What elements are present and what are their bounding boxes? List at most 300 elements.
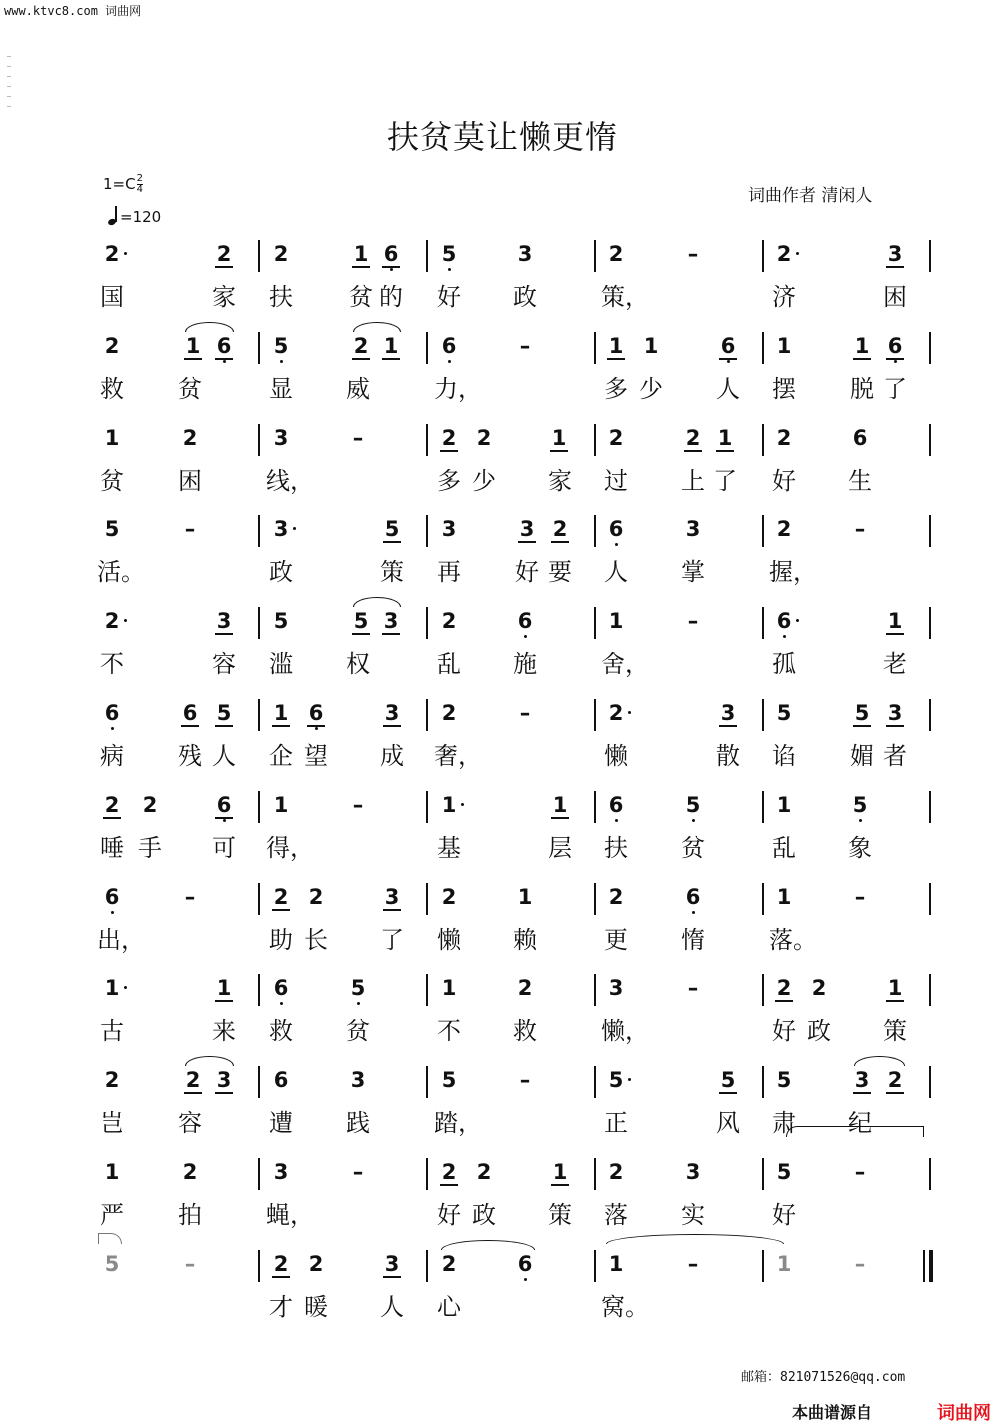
time-signature (137, 174, 143, 195)
note-digit: 6 (720, 333, 736, 358)
lyric-char: 懒 (604, 742, 628, 770)
eighth-underline (352, 358, 370, 360)
barline (762, 1066, 764, 1098)
note (348, 609, 374, 633)
note (436, 334, 462, 358)
note (882, 976, 908, 1000)
lower-octave-dot (223, 360, 226, 363)
sustain-dash (680, 1252, 706, 1276)
note (712, 426, 738, 450)
lyric-char: 懒， (601, 1017, 649, 1046)
slur (353, 597, 401, 607)
barline (762, 1158, 764, 1190)
note-digit: – (184, 1251, 196, 1276)
lyric-char: 政 (807, 1017, 831, 1046)
barline (929, 699, 931, 731)
note (436, 1160, 462, 1184)
eighth-underline (383, 909, 401, 911)
eighth-underline (215, 817, 233, 819)
note-digit: 1 (643, 333, 659, 358)
lyric-char: 国 (100, 283, 124, 311)
note-digit: 2 (776, 242, 792, 266)
note (680, 426, 706, 450)
note (436, 426, 462, 450)
sustain-dash (345, 1160, 371, 1184)
note-digit: 6 (685, 884, 701, 909)
margin-mark (7, 76, 11, 77)
lower-octave-dot (894, 360, 897, 363)
barline (258, 1250, 260, 1282)
lyric-char: 成 (380, 742, 404, 770)
sustain-dash (177, 1252, 203, 1276)
tie-start (786, 1126, 924, 1137)
note (268, 609, 294, 633)
note-digit: 2 (441, 1160, 457, 1184)
lower-octave-dot (692, 911, 695, 914)
lyric-char: 过 (604, 466, 628, 495)
margin-mark (7, 66, 11, 67)
sustain-dash (345, 426, 371, 450)
note (268, 793, 294, 817)
note-digit: 3 (854, 1068, 870, 1093)
note-digit: 1 (776, 884, 792, 909)
note-digit: 2 (476, 1160, 492, 1184)
note (137, 793, 163, 817)
note (436, 701, 462, 725)
lyric-char: 心 (437, 1292, 461, 1321)
note (771, 1068, 797, 1092)
lyric-char: 踏， (434, 1109, 482, 1138)
note-digit: 3 (887, 701, 903, 725)
margin-mark (7, 96, 11, 97)
note-digit: 6 (383, 242, 399, 266)
barline (762, 883, 764, 915)
lyric-char: 策 (883, 1017, 907, 1046)
lyric-char: 活。 (97, 558, 145, 587)
tie-end (98, 1233, 122, 1244)
margin-mark (7, 56, 11, 57)
note-digit: 3 (685, 517, 701, 542)
note (211, 242, 237, 266)
note (512, 242, 538, 266)
note-digit: 5 (776, 1160, 792, 1184)
eighth-underline (716, 450, 734, 452)
note-digit: – (519, 1068, 531, 1093)
source-label: 本曲谱源自 (792, 1403, 873, 1422)
note (771, 426, 797, 450)
note-digit: 2 (776, 425, 792, 450)
lyric-char: 风 (716, 1109, 740, 1138)
eighth-underline (886, 266, 904, 268)
note-digit: 2 (104, 333, 120, 358)
lyric-char: 纪 (848, 1109, 872, 1138)
note (680, 885, 706, 909)
augmentation-dot (796, 619, 799, 622)
lyric-char: 生 (848, 466, 872, 495)
note-digit: 3 (383, 609, 399, 634)
note-digit: – (854, 1251, 866, 1276)
note-digit: 5 (350, 976, 366, 1001)
note-digit: 6 (216, 792, 232, 817)
barline (929, 974, 931, 1006)
lyric-char: 好 (437, 283, 461, 311)
note (378, 242, 404, 266)
note-digit: 1 (517, 884, 533, 909)
lyric-char: 好 (772, 1017, 796, 1046)
note (771, 1252, 797, 1276)
note-digit: 2 (104, 792, 120, 817)
note (177, 426, 203, 450)
note-digit: 1 (776, 792, 792, 817)
margin-mark (7, 106, 11, 107)
sustain-dash (177, 885, 203, 909)
lyric-char: 政 (269, 558, 293, 587)
note (180, 1068, 206, 1092)
note (603, 426, 629, 450)
lyric-char: 握， (769, 558, 817, 587)
barline (594, 974, 596, 1006)
lyric-char: 威 (346, 374, 370, 403)
lyric-char: 上 (681, 466, 705, 495)
lyric-char: 窝。 (601, 1292, 649, 1321)
barline (258, 332, 260, 364)
lyric-char: 扶 (604, 833, 628, 862)
note-digit: 5 (384, 517, 400, 542)
slur (606, 1234, 784, 1244)
note (436, 242, 462, 266)
note-digit: 5 (720, 1068, 736, 1093)
eighth-underline (440, 450, 458, 452)
lyric-char: 容 (212, 650, 236, 679)
lyric-char: 贫 (681, 833, 705, 862)
slur (185, 322, 234, 332)
lower-octave-dot (615, 819, 618, 822)
sustain-dash (512, 334, 538, 358)
note-digit: 6 (273, 1068, 289, 1093)
barline (762, 791, 764, 823)
lyric-char: 人 (716, 374, 740, 403)
note-digit: 2 (776, 517, 792, 542)
lower-octave-dot (357, 1002, 360, 1005)
note (849, 334, 875, 358)
note (715, 1068, 741, 1092)
note-digit: 1 (608, 1251, 624, 1276)
note-digit: 3 (720, 701, 736, 725)
note-digit: – (184, 517, 196, 542)
note (882, 1068, 908, 1092)
eighth-underline (215, 266, 233, 268)
note-digit: 3 (273, 517, 289, 542)
note (268, 1160, 294, 1184)
eighth-underline (382, 358, 400, 360)
barline (929, 607, 931, 639)
note-digit: 1 (104, 1160, 120, 1184)
note-digit: 1 (776, 1251, 792, 1276)
note-digit: – (687, 1251, 699, 1276)
barline (594, 699, 596, 731)
note-digit: 2 (887, 1068, 903, 1093)
eighth-underline (272, 909, 290, 911)
note (603, 1252, 629, 1276)
lyric-char: 脱 (850, 374, 874, 403)
lyric-char: 了 (380, 925, 404, 954)
lower-octave-dot (315, 727, 318, 730)
barline (929, 240, 931, 272)
sustain-dash (680, 609, 706, 633)
barline (594, 1158, 596, 1190)
lyric-char: 古 (100, 1017, 124, 1046)
note (603, 701, 629, 725)
note-digit: 2 (104, 242, 120, 266)
note-digit: 2 (476, 425, 492, 450)
note-digit: 1 (776, 333, 792, 358)
note-digit: 1 (854, 333, 870, 358)
augmentation-dot (124, 986, 127, 989)
lyric-char: 策 (548, 1201, 572, 1229)
final-barline-thick (929, 1250, 933, 1282)
eighth-underline (383, 725, 401, 727)
lyric-char: 奢， (434, 742, 482, 770)
eighth-underline (886, 1092, 904, 1094)
lyric-char: 贫 (349, 283, 373, 311)
barline (594, 424, 596, 456)
barline (258, 1158, 260, 1190)
eighth-underline (215, 725, 233, 727)
note (603, 334, 629, 358)
note (99, 1068, 125, 1092)
note (715, 701, 741, 725)
note-digit: 2 (142, 792, 158, 817)
note-digit: 2 (441, 701, 457, 725)
note (99, 1252, 125, 1276)
lyric-char: 才 (269, 1292, 293, 1321)
note (211, 334, 237, 358)
note-digit: 2 (776, 976, 792, 1001)
eighth-underline (184, 358, 202, 360)
lyric-char: 再 (437, 558, 461, 587)
lyric-char: 好 (515, 558, 539, 587)
barline (929, 883, 931, 915)
note-digit: 5 (216, 701, 232, 725)
note-digit: 1 (608, 333, 624, 358)
note (603, 242, 629, 266)
note (99, 609, 125, 633)
slur (353, 322, 401, 332)
note-digit: 1 (552, 792, 568, 817)
note-digit: 1 (441, 976, 457, 1001)
note-digit: 6 (517, 609, 533, 634)
note-digit: 6 (104, 701, 120, 725)
note (268, 885, 294, 909)
note (512, 609, 538, 633)
note-digit: 2 (608, 425, 624, 450)
note-digit: 2 (811, 976, 827, 1001)
lower-octave-dot (448, 360, 451, 363)
note-digit: 5 (104, 517, 120, 542)
note (603, 793, 629, 817)
note-digit: 2 (552, 517, 568, 542)
note-digit: 1 (273, 792, 289, 817)
eighth-underline (352, 633, 370, 635)
note-digit: 2 (441, 425, 457, 450)
augmentation-dot (461, 803, 464, 806)
note (771, 517, 797, 541)
lower-octave-dot (223, 819, 226, 822)
lyric-char: 贫 (100, 466, 124, 495)
note-digit: 3 (384, 1251, 400, 1276)
barline (426, 424, 428, 456)
lyric-char: 摆 (772, 374, 796, 403)
note-digit: 2 (216, 242, 232, 266)
barline (594, 240, 596, 272)
lower-octave-dot (448, 268, 451, 271)
note-digit: 2 (608, 1160, 624, 1184)
barline (594, 332, 596, 364)
note (547, 793, 573, 817)
note-digit: 1 (887, 609, 903, 634)
lower-octave-dot (390, 268, 393, 271)
note-digit: 2 (441, 609, 457, 634)
note (882, 701, 908, 725)
note (99, 976, 125, 1000)
sustain-dash (680, 242, 706, 266)
key-label: 1=C (103, 175, 136, 193)
note-digit: 1 (551, 425, 567, 450)
note (378, 609, 404, 633)
note (268, 426, 294, 450)
lower-octave-dot (783, 635, 786, 638)
lyric-char: 懒 (437, 925, 461, 954)
barline (426, 332, 428, 364)
note (436, 609, 462, 633)
eighth-underline (383, 541, 401, 543)
note (882, 334, 908, 358)
note-digit: 5 (441, 242, 457, 266)
lyric-char: 人 (604, 558, 628, 587)
note-digit: 6 (216, 333, 232, 358)
note (268, 517, 294, 541)
note-digit: 6 (273, 976, 289, 1001)
note-digit: 2 (441, 1251, 457, 1276)
eighth-underline (215, 358, 233, 360)
note-digit: 6 (517, 1251, 533, 1276)
eighth-underline (103, 817, 121, 819)
lyric-char: 不 (437, 1017, 461, 1046)
note (512, 885, 538, 909)
note-digit: 5 (353, 609, 369, 634)
note-digit: 5 (441, 1068, 457, 1093)
barline (594, 515, 596, 547)
note (268, 1068, 294, 1092)
lyric-char: 扶 (269, 283, 293, 311)
note-digit: 2 (273, 884, 289, 909)
barline (929, 1158, 931, 1190)
note-digit: 3 (441, 517, 457, 542)
note-digit: 2 (608, 884, 624, 909)
lyric-char: 落 (604, 1201, 628, 1229)
note-digit: 3 (384, 884, 400, 909)
note (512, 976, 538, 1000)
note (849, 1068, 875, 1092)
note (268, 334, 294, 358)
quarter-note-icon (108, 207, 118, 225)
eighth-underline (550, 450, 568, 452)
lyric-char: 乱 (772, 833, 796, 862)
eighth-underline (272, 725, 290, 727)
lyric-char: 赖 (513, 925, 537, 954)
eighth-underline (215, 633, 233, 635)
eighth-underline (607, 358, 625, 360)
note-digit: – (687, 242, 699, 266)
eighth-underline (853, 1092, 871, 1094)
augmentation-dot (628, 1078, 631, 1081)
site-logo: 词曲网 (937, 1403, 991, 1424)
note (603, 976, 629, 1000)
barline (258, 883, 260, 915)
lyric-char: 蝇， (266, 1201, 314, 1229)
lyric-char: 滥 (269, 650, 293, 679)
lyric-char: 来 (212, 1017, 236, 1046)
note-digit: 1 (441, 792, 457, 817)
note-digit: 6 (608, 517, 624, 542)
note (177, 701, 203, 725)
barline (762, 607, 764, 639)
contact-email: 邮箱：821071526@qq.com (741, 1370, 906, 1385)
note-digit: 1 (887, 976, 903, 1001)
note-digit: 5 (776, 1068, 792, 1093)
eighth-underline (551, 1184, 569, 1186)
note-digit: – (184, 884, 196, 909)
slur (854, 1056, 905, 1066)
note-digit: 3 (685, 1160, 701, 1184)
barline (426, 699, 428, 731)
sustain-dash (345, 793, 371, 817)
lyric-char: 病 (100, 742, 124, 770)
lyric-char: 济 (772, 283, 796, 311)
lower-octave-dot (615, 543, 618, 546)
barline (426, 1158, 428, 1190)
note (436, 1068, 462, 1092)
note-digit: 1 (353, 242, 369, 266)
barline (762, 974, 764, 1006)
lyric-char: 掌 (681, 558, 705, 587)
note (99, 242, 125, 266)
barline (762, 240, 764, 272)
note-digit: – (352, 792, 364, 817)
lyric-char: 显 (269, 374, 293, 403)
lyric-char: 救 (269, 1017, 293, 1046)
note (345, 976, 371, 1000)
lyric-char: 更 (604, 925, 628, 954)
lyric-char: 困 (178, 466, 202, 495)
eighth-underline (440, 1184, 458, 1186)
note-digit: 2 (182, 1160, 198, 1184)
note (436, 885, 462, 909)
note-digit: 2 (308, 884, 324, 909)
lower-octave-dot (727, 360, 730, 363)
note-digit: 3 (517, 242, 533, 266)
barline (258, 607, 260, 639)
eighth-underline (272, 1276, 290, 1278)
note-digit: 2 (685, 425, 701, 450)
note-digit: 3 (216, 609, 232, 634)
tempo-marking (108, 207, 161, 226)
eighth-underline (215, 1092, 233, 1094)
lyric-char: 企 (269, 742, 293, 770)
note (771, 242, 797, 266)
lyric-char: 正 (604, 1109, 628, 1138)
barline (929, 332, 931, 364)
